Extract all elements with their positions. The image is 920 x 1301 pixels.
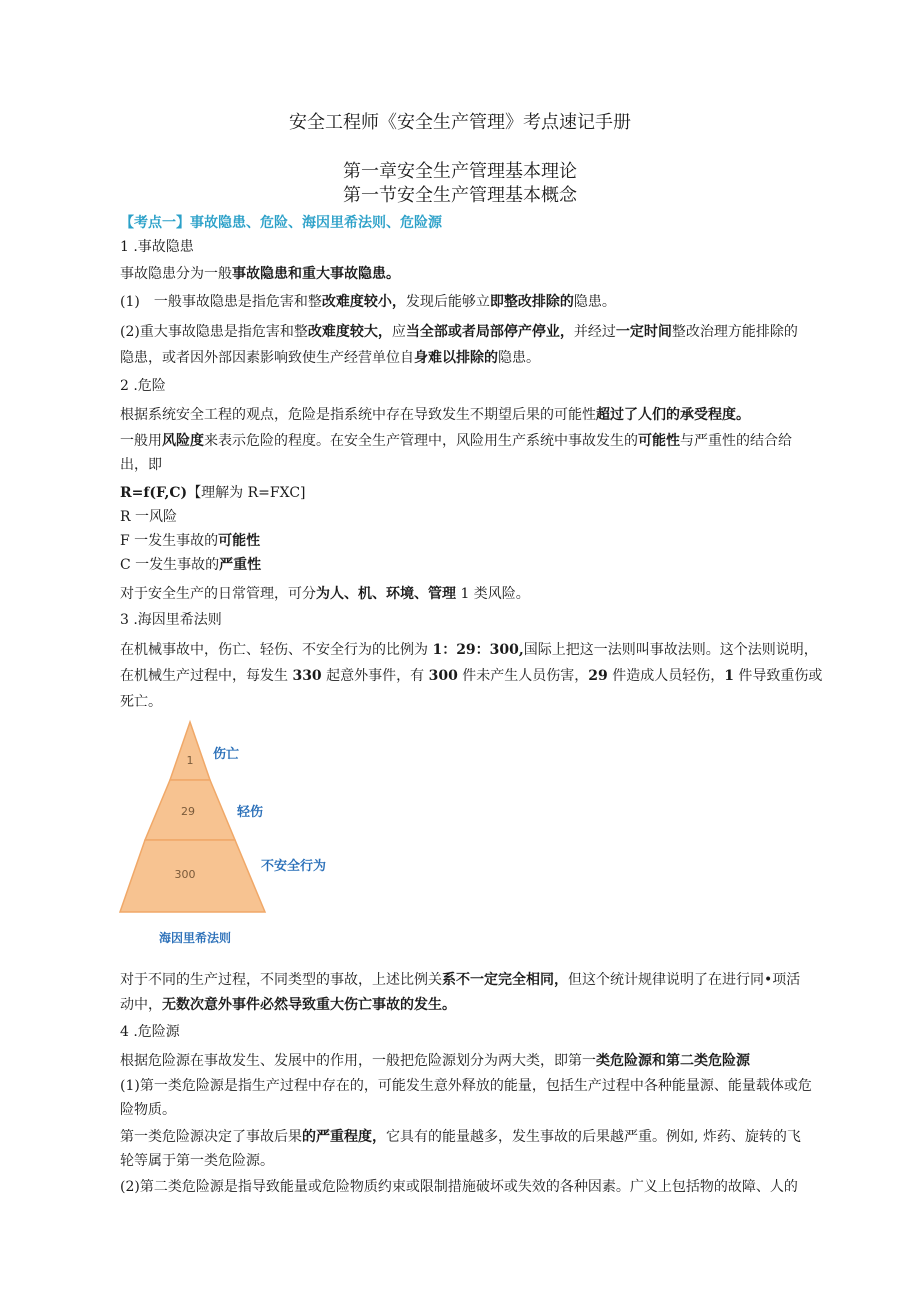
formula-c-definition: C 一发生事故的严重性 (120, 557, 262, 573)
heading-heinrich-law: 3 .海因里希法则 (120, 612, 222, 628)
paragraph-heinrich-ratio: 在机械事故中，伤亡、轻伤、不安全行为的比例为 1：29：300,国际上把这一法则叫事故法则。这个法则说明， (120, 642, 818, 658)
document-title: 安全工程师《安全生产管理》考点速记手册 (289, 112, 631, 133)
heading-hidden-danger: 1 .事故隐患 (120, 239, 194, 255)
paragraph-first-class-severity-cont: 轮等属于第一类危险源。 (120, 1153, 274, 1169)
heinrich-pyramid-figure (115, 718, 355, 950)
paragraph-risk-degree-cont: 出，即 (120, 457, 162, 473)
paragraph-major-hidden-danger: (2)重大事故隐患是指危害和整改难度较大，应当全部或者局部停产停业，并经过一定时间整改治理方能排除的 (120, 324, 798, 340)
paragraph-heinrich-explanation-cont: 死亡。 (120, 694, 162, 710)
heading-danger: 2 .危险 (120, 378, 166, 394)
paragraph-ratio-variation-cont: 动中，无数次意外事件必然导致重大伤亡事故的发生。 (120, 997, 456, 1013)
pyramid-label-minor-injury: 轻伤 (237, 805, 264, 820)
formula-f-definition: F 一发生事故的可能性 (120, 533, 261, 549)
heading-hazard-source: 4 .危险源 (120, 1024, 180, 1040)
paragraph-hidden-danger-types: 事故隐患分为一般事故隐患和重大事故隐患。 (120, 266, 400, 282)
pyramid-label-unsafe-behavior: 不安全行为 (261, 859, 327, 874)
paragraph-major-hidden-danger-cont: 隐患，或者因外部因素影响致使生产经营单位自身难以排除的隐患。 (120, 350, 540, 366)
paragraph-hazard-classes: 根据危险源在事故发生、发展中的作用，一般把危险源划分为两大类，即第一类危险源和第二类危险源 (120, 1053, 750, 1069)
formula-r-definition: R 一风险 (120, 509, 177, 525)
paragraph-danger-definition: 根据系统安全工程的观点，危险是指系统中存在导致发生不期望后果的可能性超过了人们的承受程度。 (120, 407, 750, 423)
pyramid-value-1: 1 (186, 754, 194, 767)
pyramid-value-29: 29 (181, 805, 195, 818)
paragraph-heinrich-explanation: 在机械生产过程中，每发生 330 起意外事件，有 300 件未产生人员伤害，29 件造成人员轻伤，1 件导致重伤或 (120, 668, 823, 684)
paragraph-risk-degree: 一般用风险度来表示危险的程度。在安全生产管理中，风险用生产系统中事故发生的可能性与严重性的结合给 (120, 433, 792, 449)
paragraph-second-class-hazard: (2)第二类危险源是指导致能量或危险物质约束或限制措施破坏或失效的各种因素。广义上包括物的故障、人的 (120, 1179, 798, 1195)
section-heading: 第一节安全生产管理基本概念 (343, 185, 577, 206)
paragraph-risk-categories: 对于安全生产的日常管理，可分为人、机、环境、管理 1 类风险。 (120, 586, 530, 602)
pyramid-value-300: 300 (174, 868, 196, 881)
pyramid-caption: 海因里希法则 (158, 931, 232, 945)
paragraph-first-class-hazard-cont: 险物质。 (120, 1102, 176, 1118)
pyramid-tier-top (170, 722, 210, 780)
key-point-heading: 【考点一】事故隐患、危险、海因里希法则、危险源 (120, 215, 442, 231)
chapter-heading: 第一章安全生产管理基本理论 (343, 161, 577, 182)
risk-formula: R=f(F,C)【理解为 R=FXC] (120, 485, 306, 501)
pyramid-label-fatality: 伤亡 (213, 747, 240, 762)
paragraph-first-class-hazard: (1)第一类危险源是指生产过程中存在的，可能发生意外释放的能量，包括生产过程中各种能量源、能量载体或危 (120, 1078, 812, 1094)
paragraph-general-hidden-danger: (1) 一般事故隐患是指危害和整改难度较小，发现后能够立即整改排除的隐患。 (120, 294, 616, 310)
paragraph-first-class-severity: 第一类危险源决定了事故后果的严重程度，它具有的能量越多，发生事故的后果越严重。例如, 炸药、旋转的飞 (120, 1129, 801, 1145)
paragraph-ratio-variation: 对于不同的生产过程，不同类型的事故，上述比例关系不一定完全相同，但这个统计规律说明了在进行同•项活 (120, 972, 801, 988)
